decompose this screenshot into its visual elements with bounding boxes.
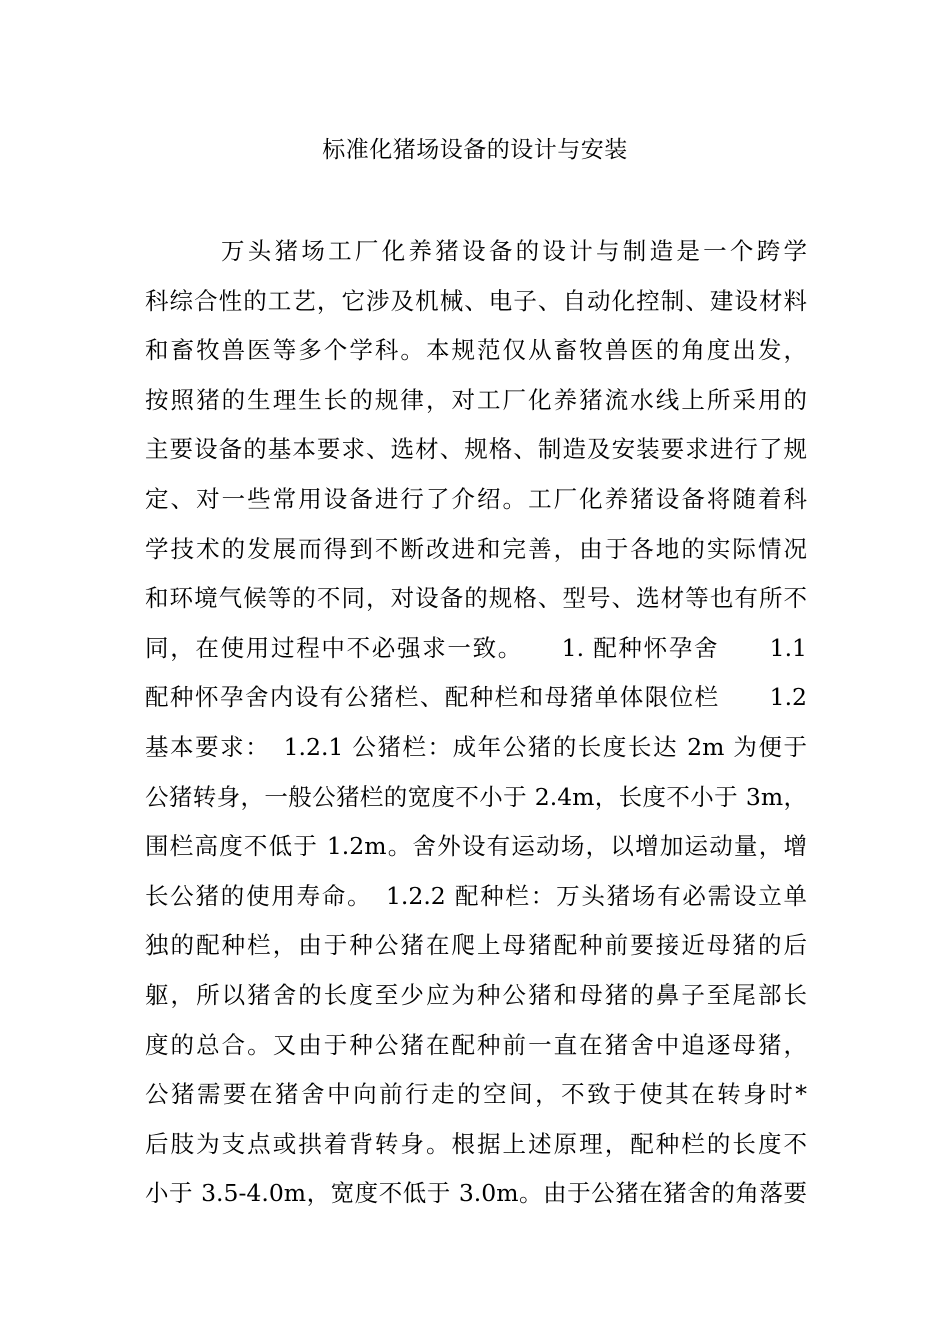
body-line: 主要设备的基本要求、选材、规格、制造及安装要求进行了规 xyxy=(145,435,807,464)
body-line: 独的配种栏，由于种公猪在爬上母猪配种前要接近母猪的后 xyxy=(145,931,807,960)
body-line: 按照猪的生理生长的规律，对工厂化养猪流水线上所采用的 xyxy=(145,385,807,414)
body-line: 基本要求： 1.2.1 公猪栏：成年公猪的长度长达 2m 为便于 xyxy=(145,732,807,761)
body-line: 和环境气候等的不同，对设备的规格、型号、选材等也有所不 xyxy=(145,584,807,613)
body-line: 躯，所以猪舍的长度至少应为种公猪和母猪的鼻子至尾部长 xyxy=(145,980,807,1009)
body-line: 万头猪场工厂化养猪设备的设计与制造是一个跨学 xyxy=(221,237,807,265)
body-line: 和畜牧兽医等多个学科。本规范仅从畜牧兽医的角度出发， xyxy=(145,336,807,365)
body-line: 学技术的发展而得到不断改进和完善，由于各地的实际情况 xyxy=(145,534,807,563)
body-line: 长公猪的使用寿命。 1.2.2 配种栏：万头猪场有必需设立单 xyxy=(145,881,807,910)
body-line: 公猪转身，一般公猪栏的宽度不小于 2.4m，长度不小于 3m， xyxy=(145,782,807,811)
body-line: 配种怀孕舍内设有公猪栏、配种栏和母猪单体限位栏 1.2 xyxy=(145,683,807,712)
body-line: 科综合性的工艺，它涉及机械、电子、自动化控制、建设材料 xyxy=(145,286,807,315)
document-title: 标准化猪场设备的设计与安装 xyxy=(322,137,628,163)
body-line: 同，在使用过程中不必强求一致。 1. 配种怀孕舍 1.1 xyxy=(145,633,807,662)
body-line: 后肢为支点或拱着背转身。根据上述原理，配种栏的长度不 xyxy=(145,1129,807,1158)
document-body xyxy=(145,227,807,1219)
body-line: 小于 3.5-4.0m，宽度不低于 3.0m。由于公猪在猪舍的角落要 xyxy=(145,1179,807,1208)
body-line: 公猪需要在猪舍中向前行走的空间，不致于使其在转身时* xyxy=(145,1080,807,1109)
body-line: 定、对一些常用设备进行了介绍。工厂化养猪设备将随着科 xyxy=(145,484,807,513)
body-line: 围栏高度不低于 1.2m。舍外设有运动场，以增加运动量，增 xyxy=(145,832,807,861)
body-line: 度的总合。又由于种公猪在配种前一直在猪舍中追逐母猪， xyxy=(145,1030,807,1059)
